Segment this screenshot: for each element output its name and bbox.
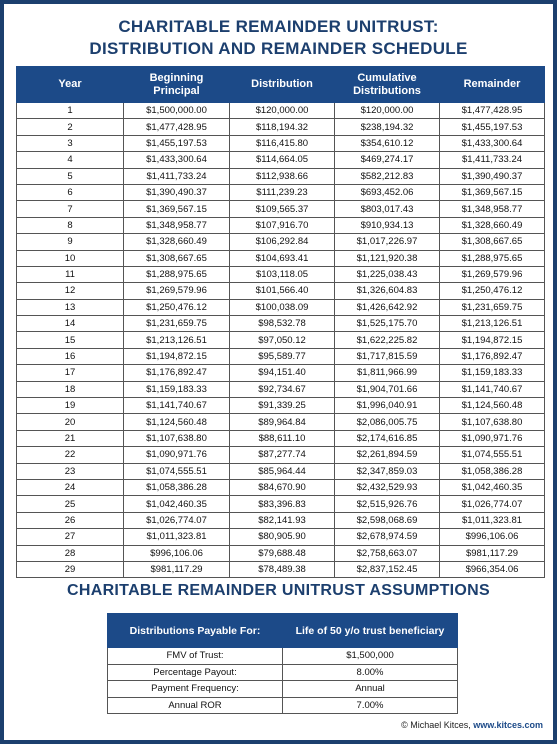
cell-distribution: $116,415.80 [230,135,335,151]
assumptions-table [107,613,458,714]
cell-beginning-principal: $1,141,740.67 [124,398,230,414]
cell-remainder: $1,231,659.75 [440,299,545,315]
table-row [17,496,545,512]
cell-year: 12 [17,283,124,299]
cell-beginning-principal: $1,194,872.15 [124,348,230,364]
cell-year: 6 [17,184,124,200]
cell-year: 15 [17,332,124,348]
cell-cumulative-distributions: $1,717,815.59 [335,348,440,364]
assumption-label: FMV of Trust: [108,648,283,665]
cell-remainder: $1,477,428.95 [440,103,545,119]
cell-beginning-principal: $1,074,555.51 [124,463,230,479]
cell-remainder: $1,058,386.28 [440,463,545,479]
cell-beginning-principal: $1,090,971.76 [124,447,230,463]
cell-remainder: $1,176,892.47 [440,348,545,364]
cell-distribution: $89,964.84 [230,414,335,430]
cell-distribution: $84,670.90 [230,479,335,495]
cell-beginning-principal: $1,026,774.07 [124,512,230,528]
cell-beginning-principal: $1,042,460.35 [124,496,230,512]
cell-distribution: $111,239.23 [230,184,335,200]
cell-beginning-principal: $996,106.06 [124,545,230,561]
cell-year: 5 [17,168,124,184]
cell-cumulative-distributions: $2,598,068.69 [335,512,440,528]
cell-cumulative-distributions: $354,610.12 [335,135,440,151]
cell-remainder: $1,026,774.07 [440,496,545,512]
cell-year: 13 [17,299,124,315]
table-row [17,201,545,217]
cell-year: 7 [17,201,124,217]
cell-year: 2 [17,119,124,135]
cell-year: 28 [17,545,124,561]
cell-cumulative-distributions: $238,194.32 [335,119,440,135]
cell-remainder: $1,390,490.37 [440,168,545,184]
cell-cumulative-distributions: $1,426,642.92 [335,299,440,315]
cell-remainder: $966,354.06 [440,561,545,577]
cell-cumulative-distributions: $2,432,529.93 [335,479,440,495]
header-cumulative-distributions: Cumulative Distributions [335,67,440,103]
cell-year: 4 [17,152,124,168]
cell-cumulative-distributions: $693,452.06 [335,184,440,200]
table-row [17,266,545,282]
cell-cumulative-distributions: $2,678,974.59 [335,529,440,545]
cell-remainder: $1,124,560.48 [440,398,545,414]
table-row [17,184,545,200]
assumption-value: 8.00% [283,664,458,681]
cell-remainder: $1,455,197.53 [440,119,545,135]
table-row [17,529,545,545]
cell-remainder: $1,250,476.12 [440,283,545,299]
cell-year: 18 [17,381,124,397]
assumptions-header-row [108,614,458,648]
header-year: Year [17,67,124,103]
cell-distribution: $87,277.74 [230,447,335,463]
credit-site-link[interactable]: www.kitces.com [473,720,543,730]
cell-distribution: $100,038.09 [230,299,335,315]
cell-cumulative-distributions: $1,811,966.99 [335,365,440,381]
table-row [17,103,545,119]
table-row [17,283,545,299]
cell-distribution: $88,611.10 [230,430,335,446]
cell-distribution: $79,688.48 [230,545,335,561]
assumptions-body [108,648,458,714]
cell-cumulative-distributions: $1,225,038.43 [335,266,440,282]
cell-year: 3 [17,135,124,151]
table-row [17,234,545,250]
cell-remainder: $1,011,323.81 [440,512,545,528]
cell-distribution: $104,693.41 [230,250,335,266]
cell-cumulative-distributions: $1,622,225.82 [335,332,440,348]
page-title-line-1: CHARITABLE REMAINDER UNITRUST: [118,17,439,36]
table-row [17,561,545,577]
cell-year: 26 [17,512,124,528]
schedule-header-row [17,67,545,103]
cell-beginning-principal: $1,269,579.96 [124,283,230,299]
cell-year: 1 [17,103,124,119]
cell-beginning-principal: $1,500,000.00 [124,103,230,119]
assumption-value: Annual [283,681,458,698]
cell-beginning-principal: $1,288,975.65 [124,266,230,282]
cell-cumulative-distributions: $120,000.00 [335,103,440,119]
cell-beginning-principal: $1,369,567.15 [124,201,230,217]
table-row [17,135,545,151]
cell-remainder: $1,159,183.33 [440,365,545,381]
assumption-label: Payment Frequency: [108,681,283,698]
cell-remainder: $1,042,460.35 [440,479,545,495]
cell-cumulative-distributions: $2,086,005.75 [335,414,440,430]
assumptions-title: CHARITABLE REMAINDER UNITRUST ASSUMPTIONS [67,582,490,599]
table-row [17,447,545,463]
table-row [17,365,545,381]
table-row [17,430,545,446]
cell-distribution: $83,396.83 [230,496,335,512]
cell-remainder: $1,090,971.76 [440,430,545,446]
cell-cumulative-distributions: $1,525,175.70 [335,316,440,332]
cell-cumulative-distributions: $2,837,152.45 [335,561,440,577]
assumptions-header-label: Distributions Payable For: [108,614,283,648]
cell-beginning-principal: $1,011,323.81 [124,529,230,545]
cell-distribution: $97,050.12 [230,332,335,348]
cell-year: 27 [17,529,124,545]
cell-remainder: $1,269,579.96 [440,266,545,282]
cell-cumulative-distributions: $1,121,920.38 [335,250,440,266]
cell-remainder: $1,288,975.65 [440,250,545,266]
assumption-row [108,681,458,698]
cell-beginning-principal: $1,124,560.48 [124,414,230,430]
cell-distribution: $120,000.00 [230,103,335,119]
cell-distribution: $82,141.93 [230,512,335,528]
cell-distribution: $94,151.40 [230,365,335,381]
cell-beginning-principal: $1,213,126.51 [124,332,230,348]
table-row [17,398,545,414]
cell-cumulative-distributions: $803,017.43 [335,201,440,217]
cell-distribution: $91,339.25 [230,398,335,414]
cell-year: 9 [17,234,124,250]
cell-cumulative-distributions: $2,758,663.07 [335,545,440,561]
cell-beginning-principal: $1,390,490.37 [124,184,230,200]
table-row [17,152,545,168]
cell-distribution: $80,905.90 [230,529,335,545]
cell-year: 17 [17,365,124,381]
cell-remainder: $1,433,300.64 [440,135,545,151]
cell-remainder: $1,141,740.67 [440,381,545,397]
cell-distribution: $107,916.70 [230,217,335,233]
table-row [17,217,545,233]
cell-distribution: $98,532.78 [230,316,335,332]
cell-beginning-principal: $1,455,197.53 [124,135,230,151]
cell-distribution: $92,734.67 [230,381,335,397]
table-row [17,545,545,561]
cell-beginning-principal: $1,176,892.47 [124,365,230,381]
cell-cumulative-distributions: $1,904,701.66 [335,381,440,397]
table-row [17,463,545,479]
cell-cumulative-distributions: $910,934.13 [335,217,440,233]
schedule-body [17,103,545,578]
table-row [17,299,545,315]
cell-remainder: $1,348,958.77 [440,201,545,217]
cell-distribution: $85,964.44 [230,463,335,479]
cell-beginning-principal: $1,477,428.95 [124,119,230,135]
cell-distribution: $118,194.32 [230,119,335,135]
cell-cumulative-distributions: $2,347,859.03 [335,463,440,479]
cell-year: 19 [17,398,124,414]
table-row [17,119,545,135]
credit-text: © Michael Kitces, [401,720,474,730]
assumption-value: $1,500,000 [283,648,458,665]
assumption-row [108,648,458,665]
cell-beginning-principal: $1,159,183.33 [124,381,230,397]
cell-cumulative-distributions: $2,515,926.76 [335,496,440,512]
table-row [17,381,545,397]
cell-distribution: $112,938.66 [230,168,335,184]
table-row [17,332,545,348]
cell-cumulative-distributions: $2,261,894.59 [335,447,440,463]
table-row [17,348,545,364]
table-row [17,316,545,332]
header-beginning-principal: Beginning Principal [124,67,230,103]
cell-year: 14 [17,316,124,332]
cell-beginning-principal: $1,250,476.12 [124,299,230,315]
cell-year: 23 [17,463,124,479]
cell-year: 20 [17,414,124,430]
cell-cumulative-distributions: $582,212.83 [335,168,440,184]
cell-year: 21 [17,430,124,446]
copyright-credit [401,720,543,730]
cell-distribution: $114,664.05 [230,152,335,168]
page-title-line-2: DISTRIBUTION AND REMAINDER SCHEDULE [89,39,468,58]
table-row [17,168,545,184]
assumption-value: 7.00% [283,697,458,714]
assumption-label: Percentage Payout: [108,664,283,681]
cell-cumulative-distributions: $1,017,226.97 [335,234,440,250]
cell-year: 25 [17,496,124,512]
cell-beginning-principal: $1,058,386.28 [124,479,230,495]
cell-remainder: $1,074,555.51 [440,447,545,463]
cell-distribution: $101,566.40 [230,283,335,299]
header-distribution: Distribution [230,67,335,103]
header-remainder: Remainder [440,67,545,103]
assumption-label: Annual ROR [108,697,283,714]
cell-beginning-principal: $981,117.29 [124,561,230,577]
cell-year: 8 [17,217,124,233]
cell-beginning-principal: $1,411,733.24 [124,168,230,184]
cell-remainder: $1,411,733.24 [440,152,545,168]
cell-beginning-principal: $1,328,660.49 [124,234,230,250]
table-row [17,414,545,430]
cell-year: 10 [17,250,124,266]
cell-year: 29 [17,561,124,577]
table-row [17,512,545,528]
cell-cumulative-distributions: $1,996,040.91 [335,398,440,414]
cell-remainder: $1,213,126.51 [440,316,545,332]
cell-cumulative-distributions: $1,326,604.83 [335,283,440,299]
cell-year: 22 [17,447,124,463]
cell-beginning-principal: $1,348,958.77 [124,217,230,233]
cell-remainder: $1,328,660.49 [440,217,545,233]
cell-year: 24 [17,479,124,495]
cell-cumulative-distributions: $2,174,616.85 [335,430,440,446]
cell-remainder: $1,369,567.15 [440,184,545,200]
assumptions-header-value: Life of 50 y/o trust beneficiary [283,614,458,648]
cell-year: 16 [17,348,124,364]
cell-distribution: $78,489.38 [230,561,335,577]
cell-beginning-principal: $1,433,300.64 [124,152,230,168]
cell-remainder: $1,107,638.80 [440,414,545,430]
cell-remainder: $996,106.06 [440,529,545,545]
table-row [17,250,545,266]
cell-beginning-principal: $1,107,638.80 [124,430,230,446]
cell-remainder: $1,194,872.15 [440,332,545,348]
cell-remainder: $1,308,667.65 [440,234,545,250]
cell-beginning-principal: $1,308,667.65 [124,250,230,266]
cell-distribution: $106,292.84 [230,234,335,250]
assumption-row [108,664,458,681]
cell-beginning-principal: $1,231,659.75 [124,316,230,332]
cell-distribution: $95,589.77 [230,348,335,364]
assumption-row [108,697,458,714]
table-row [17,479,545,495]
cell-year: 11 [17,266,124,282]
cell-cumulative-distributions: $469,274.17 [335,152,440,168]
cell-distribution: $109,565.37 [230,201,335,217]
cell-distribution: $103,118.05 [230,266,335,282]
cell-remainder: $981,117.29 [440,545,545,561]
schedule-table [16,66,545,578]
